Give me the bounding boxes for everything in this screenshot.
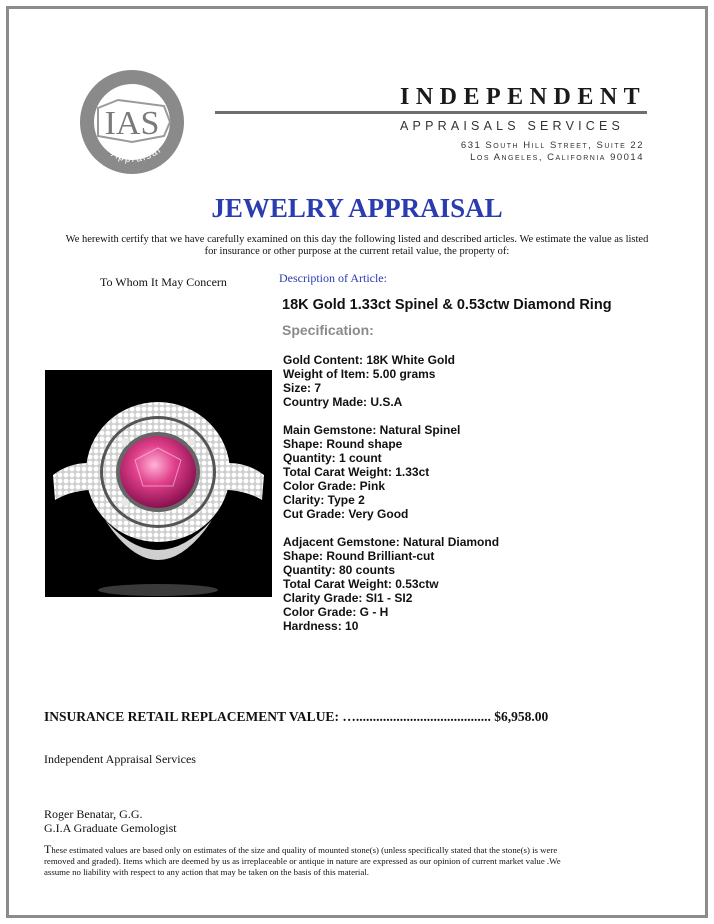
signer-title: G.I.A Graduate Gemologist <box>44 821 177 835</box>
specification-list <box>283 353 499 633</box>
recipient: To Whom It May Concern <box>100 275 227 289</box>
spec-line: Color Grade: Pink <box>283 479 386 493</box>
spec-line: Clarity: Type 2 <box>283 493 365 507</box>
item-title: 18K Gold 1.33ct Spinel & 0.53ctw Diamond Ring <box>282 297 612 313</box>
value-label: INSURANCE RETAIL REPLACEMENT VALUE: <box>44 709 339 724</box>
spec-line: Quantity: 1 count <box>283 451 382 465</box>
brand-name: INDEPENDENT <box>400 84 647 110</box>
brand-subtitle: APPRAISALS SERVICES <box>400 119 625 133</box>
spec-line: Size: 7 <box>283 381 322 395</box>
insurance-value-line <box>44 709 548 725</box>
logo-arc-text: Appraisal <box>109 144 164 166</box>
value-dots: …........................................ <box>342 709 491 724</box>
ias-logo <box>78 68 186 176</box>
certification-text: We herewith certify that we have carefully examined on this day the following listed and described articles. We estimate the value as listed for insurance or other purpose at the current retail value, the property of: <box>65 234 649 257</box>
spec-line: Shape: Round Brilliant-cut <box>283 549 435 563</box>
signer-name: Roger Benatar, G.G. <box>44 807 143 821</box>
header-rule <box>215 111 647 114</box>
disclaimer-initial: T <box>44 842 52 856</box>
spec-line: Clarity Grade: SI1 - SI2 <box>283 591 413 605</box>
spec-line: Quantity: 80 counts <box>283 563 396 577</box>
address-line-1: 631 South Hill Street, Suite 22 <box>460 140 644 151</box>
disclaimer <box>44 844 584 878</box>
spinel-stone <box>120 436 196 508</box>
spec-line: Weight of Item: 5.00 grams <box>283 367 436 381</box>
disclaimer-text: hese estimated values are based only on estimates of the size and quality of mounted stone(s) (unless specifically stated that the stone(s) is were removed and graded). Items which are deemed by us as irreplaceable or antique in nature are expressed as our opinion of current market value .We assume no liability with respect to any action that may be taken on the basis of this material. <box>44 845 561 877</box>
spec-line: Adjacent Gemstone: Natural Diamond <box>283 535 500 549</box>
spec-line: Total Carat Weight: 1.33ct <box>283 465 430 479</box>
specification-label: Specification: <box>282 322 374 338</box>
spec-line: Hardness: 10 <box>283 619 359 633</box>
description-label: Description of Article: <box>279 271 387 285</box>
spec-line: Shape: Round shape <box>283 437 403 451</box>
spec-line: Country Made: U.S.A <box>283 395 403 409</box>
document-title: JEWELRY APPRAISAL <box>211 193 503 223</box>
logo-letters: IAS <box>104 105 160 142</box>
ring-photo <box>45 370 272 597</box>
spec-line: Main Gemstone: Natural Spinel <box>283 423 461 437</box>
spec-line: Color Grade: G - H <box>283 605 389 619</box>
value-amount: $6,958.00 <box>494 709 549 724</box>
company-name: Independent Appraisal Services <box>44 752 196 766</box>
address-line-2: Los Angeles, California 90014 <box>470 152 644 163</box>
spec-line: Total Carat Weight: 0.53ctw <box>283 577 439 591</box>
spec-line: Cut Grade: Very Good <box>283 507 409 521</box>
spec-line: Gold Content: 18K White Gold <box>283 353 455 367</box>
